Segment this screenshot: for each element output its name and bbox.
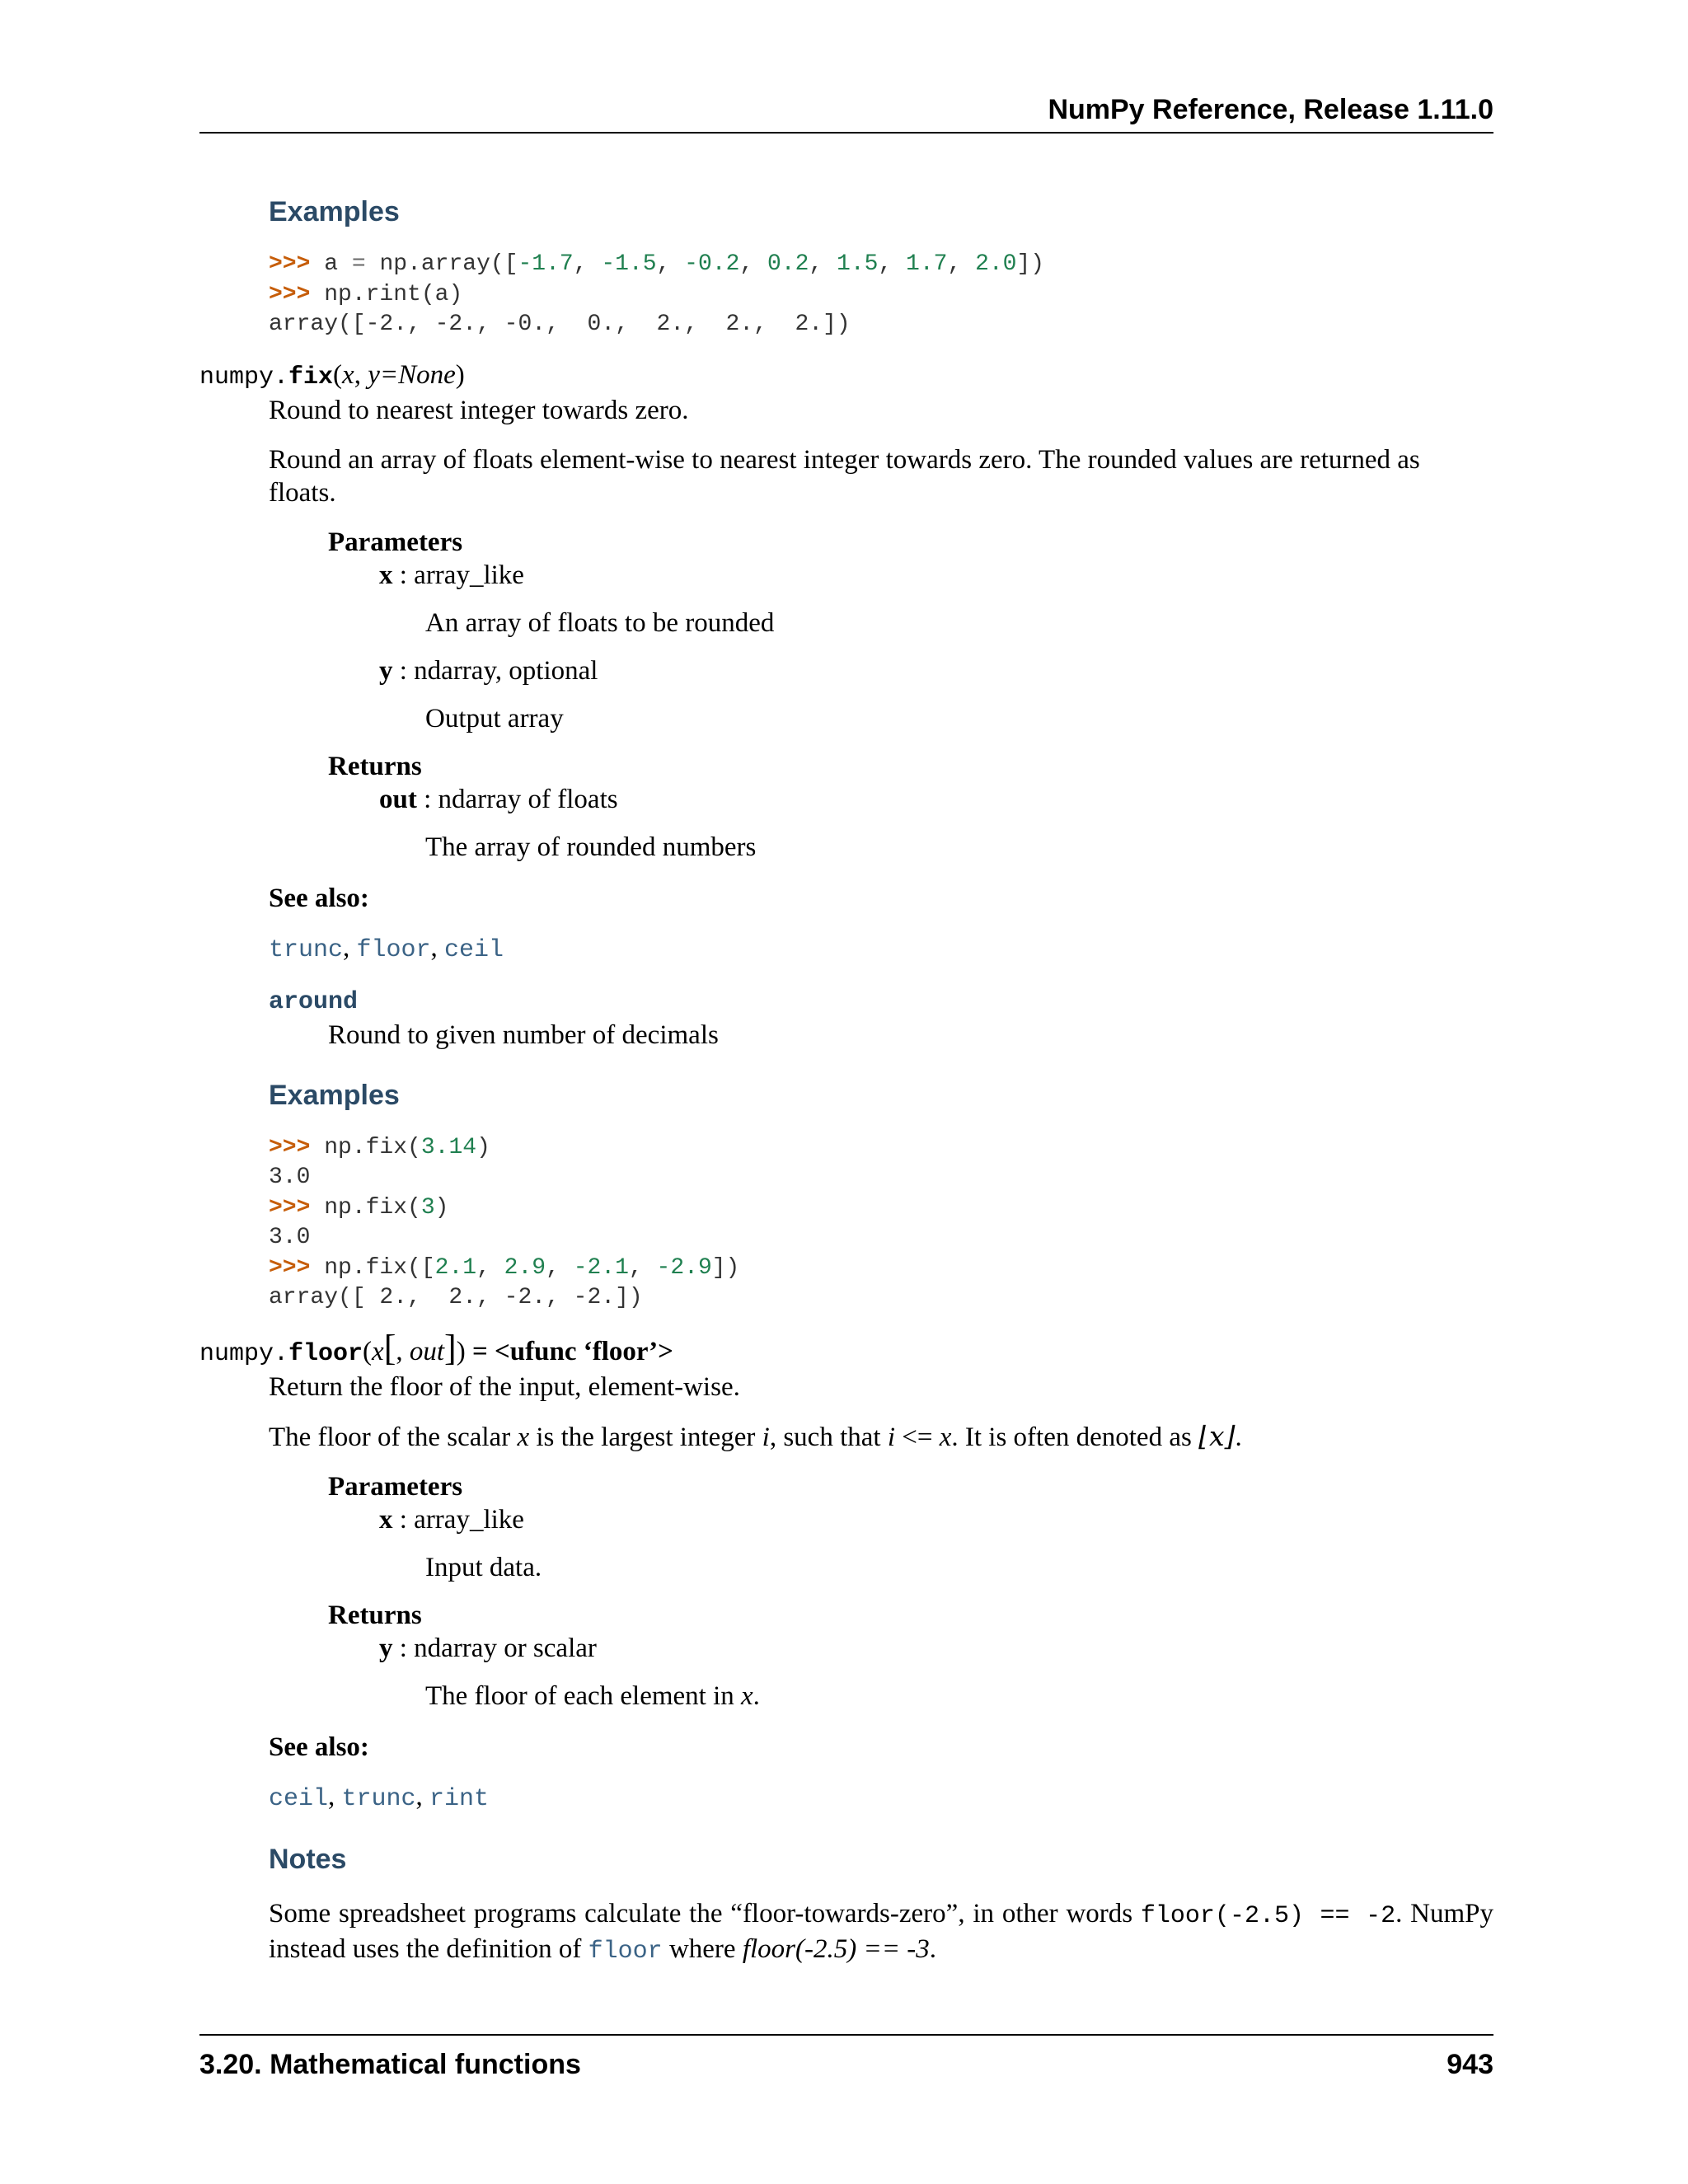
parameters-label: Parameters [328,1471,463,1502]
math-var: x [741,1680,753,1711]
sig-bracket-open: [ [383,1327,396,1368]
text: . It is often denoted as [951,1422,1199,1452]
sig-function-name: floor [288,1339,363,1368]
parameters-label: Parameters [328,527,463,557]
sig-ufunc: = <ufunc ‘floor’> [465,1336,673,1366]
fix-summary: Round to nearest integer towards zero. [269,395,689,425]
floor-description [269,1371,1493,1816]
code-number: 3.14 [420,1134,477,1160]
link-trunc[interactable]: trunc [341,1784,416,1813]
code-number: -1.7 [518,251,574,277]
code-output: array([ 2., 2., -2., -2.]) [269,1285,643,1310]
link-floor[interactable]: floor [356,935,431,964]
fix-description [269,394,1493,1052]
seealso-label: See also: [269,883,369,913]
code-output: 3.0 [269,1225,311,1250]
param-description: An array of floats to be rounded [425,607,775,638]
code-close: ) [434,1194,449,1221]
code-number: 2.9 [504,1254,546,1281]
return-description [425,1680,1493,1713]
floor-notes-heading: Notes [269,1843,347,1875]
math-var: x [517,1422,530,1452]
link-ceil[interactable]: ceil [444,935,504,964]
return-item [379,1632,1493,1665]
link-floor[interactable]: floor [588,1937,663,1966]
code-close: ]) [1016,251,1045,277]
page-content [199,148,1493,1968]
text: . [929,1933,936,1964]
code-output: 3.0 [269,1165,311,1190]
code-number: 2.1 [434,1254,477,1281]
text: <= [895,1422,940,1452]
code-prompt: >>> [269,281,325,307]
text: . [753,1680,760,1711]
sig-paren-close: ) [456,1336,466,1366]
code-call: np.fix( [324,1194,421,1221]
code-var: a [324,251,339,277]
code-prompt: >>> [269,1134,325,1160]
sig-module: numpy. [199,1339,289,1368]
code-number: 2.0 [975,251,1017,277]
page-number: 943 [1447,2049,1493,2080]
seealso-links: ceil, trunc, rint [269,1781,490,1813]
return-item [379,783,1493,816]
code-number: 1.5 [837,251,879,277]
text: The floor of each element in [425,1680,741,1711]
math-var: i [762,1422,770,1452]
return-name: out [379,784,417,814]
link-trunc[interactable]: trunc [269,935,344,964]
text: Some spreadsheet programs calculate the “floor-towards-zero”, in other words [269,1898,1141,1929]
code-close: ]) [711,1254,740,1281]
param-name: x [379,1504,393,1535]
floor-summary: Return the floor of the input, element-wise. [269,1371,740,1402]
param-item [379,559,1493,592]
fix-examples-code: >>> np.fix(3.14) 3.0 >>> np.fix(3) 3.0 >>> np.fix([2.1, 2.9, -2.1, -2.9]) array([ 2., 2., -2., -2.]) [269,1134,740,1310]
param-type: : array_like [392,560,524,590]
definition-description: Round to given number of decimals [328,1019,719,1050]
code-number: -0.2 [684,251,740,277]
code-number: 0.2 [767,251,809,277]
returns-label: Returns [328,1600,422,1630]
code-prompt: >>> [269,1194,325,1221]
param-type: : ndarray, optional [392,655,598,686]
math-floor-notation: ⌊x⌋ [1198,1419,1236,1452]
sig-bracket-close: ] [444,1327,457,1368]
code-prompt: >>> [269,251,325,277]
link-around[interactable]: around [269,987,359,1016]
link-ceil[interactable]: ceil [269,1784,329,1813]
code-number: 3 [420,1194,435,1221]
param-item [379,1503,1493,1536]
header-title: NumPy Reference, Release 1.11.0 [1048,94,1493,125]
fix-signature [199,359,1493,394]
page-footer [199,2034,1493,2085]
param-name: x [379,560,393,590]
link-rint[interactable]: rint [429,1784,490,1813]
sig-separator: , [396,1336,410,1366]
sig-separator: , [354,359,368,390]
code-number: -1.5 [601,251,657,277]
rint-examples-heading: Examples [269,196,400,227]
param-name: y [379,655,393,686]
code-output: array([-2., -2., -0., 0., 2., 2., 2.]) [269,312,851,337]
math-var: x [939,1422,952,1452]
code-number: 1.7 [906,251,948,277]
code-call: np.fix( [324,1134,421,1160]
fix-parameters [328,526,1493,864]
sig-paren-open: ( [333,359,343,390]
floor-signature [199,1327,1493,1371]
code-number: -2.9 [656,1254,712,1281]
math-var: i [887,1422,895,1452]
seealso-definition [269,983,1493,1052]
param-description: Input data. [425,1552,542,1582]
return-description: The array of rounded numbers [425,832,757,862]
text: , such that [769,1422,888,1452]
seealso-label: See also: [269,1732,369,1762]
seealso-links: trunc, floor, ceil [269,932,504,964]
return-type: : ndarray or scalar [392,1633,597,1663]
code-call: np.array([ [379,251,518,277]
param-type: : array_like [392,1504,524,1535]
code-call: np.fix([ [324,1254,435,1281]
floor-parameters [328,1470,1493,1713]
code-close: ) [476,1134,490,1160]
return-type: : ndarray of floats [416,784,618,814]
text: is the largest integer [529,1422,762,1452]
sig-function-name: fix [288,363,334,391]
param-description: Output array [425,703,564,733]
sig-paren-open: ( [363,1336,373,1366]
code-number: -2.1 [573,1254,629,1281]
code-prompt: >>> [269,1254,325,1281]
italic-text: floor(-2.5) == -3 [742,1933,930,1964]
code-call: np.rint(a) [324,281,463,307]
page-header [199,92,1493,134]
floor-notes [269,1897,1493,1968]
returns-label: Returns [328,751,422,781]
fix-long-description: Round an array of floats element-wise to nearest integer towards zero. The rounded values are returned as floats. [269,444,1420,508]
sig-module: numpy. [199,363,289,391]
footer-section: 3.20. Mathematical functions [199,2049,581,2080]
text: . [1235,1422,1242,1452]
sig-param: x [372,1336,384,1366]
fix-examples-heading: Examples [269,1079,400,1111]
sig-param: x [342,359,354,390]
sig-paren-close: ) [455,359,465,390]
sig-param: out [409,1336,445,1366]
param-item [379,654,1493,687]
text: The floor of the scalar [269,1422,518,1452]
text: where [662,1933,743,1964]
rint-examples-code: >>> a = np.array([-1.7, -1.5, -0.2, 0.2, 1.5, 1.7, 2.0]) >>> np.rint(a) array([-2., -2., -0., 0., 2., 2., 2.]) [269,251,1045,337]
return-name: y [379,1633,393,1663]
sig-param: y=None [368,359,456,390]
code-operator: = [351,251,366,277]
inline-code: floor(-2.5) == -2 [1140,1901,1396,1930]
floor-long-description [269,1420,1493,1454]
text: . NumPy instead uses the definition of [269,1898,1493,1964]
